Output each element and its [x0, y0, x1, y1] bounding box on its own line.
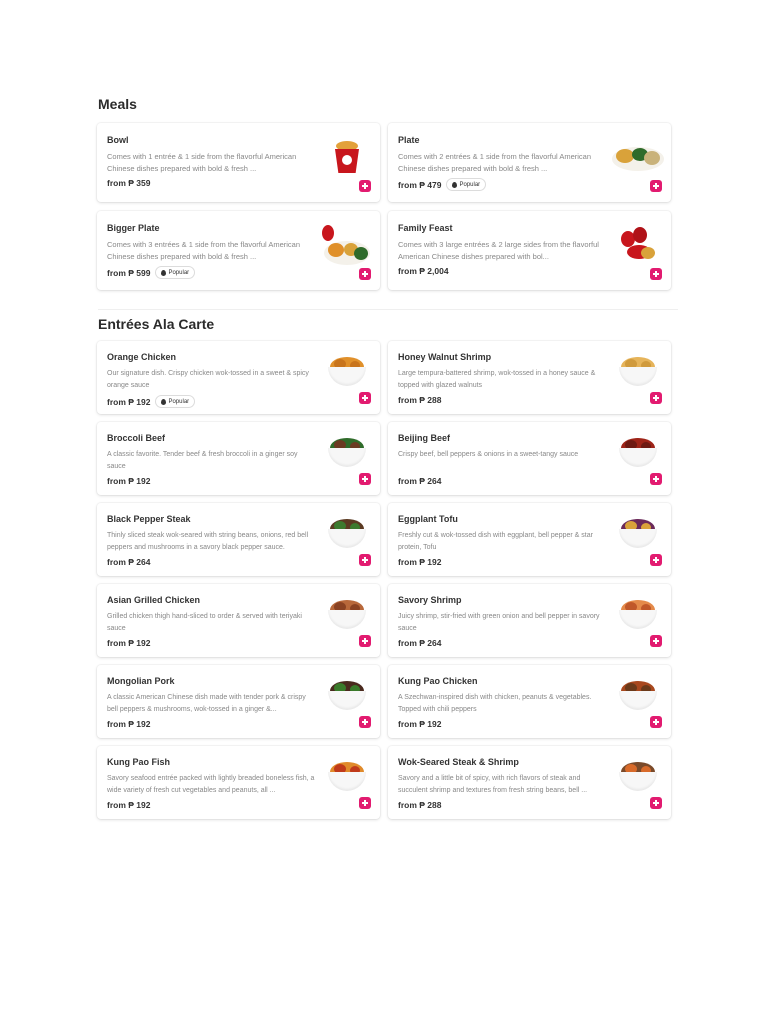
- item-description: Grilled chicken thigh hand-sliced to order & served with teriyaki sauce: [107, 613, 302, 632]
- meal-image: [612, 143, 664, 173]
- add-to-cart-button[interactable]: [650, 268, 662, 280]
- add-to-cart-button[interactable]: [650, 392, 662, 404]
- popular-badge: [155, 395, 195, 408]
- entree-card[interactable]: [97, 584, 380, 657]
- price-row: [398, 395, 607, 405]
- price-row: [398, 266, 607, 276]
- section-divider: [98, 309, 678, 310]
- entree-image: [324, 677, 370, 713]
- meals-grid: [97, 123, 671, 290]
- plus-icon: [650, 180, 662, 192]
- add-to-cart-button[interactable]: [359, 635, 371, 647]
- bowl-image: [619, 772, 657, 791]
- plus-icon: [650, 797, 662, 809]
- item-price: from ₱ 192: [107, 638, 151, 648]
- plus-icon: [650, 716, 662, 728]
- popular-badge-label: Popular: [168, 269, 190, 276]
- add-to-cart-button[interactable]: [650, 797, 662, 809]
- add-to-cart-button[interactable]: [359, 392, 371, 404]
- flame-icon: [452, 182, 457, 188]
- meal-card[interactable]: [97, 211, 380, 290]
- bowl-image: [328, 448, 366, 467]
- entree-image: [615, 758, 661, 794]
- plus-icon: [359, 392, 371, 404]
- plus-icon: [359, 554, 371, 566]
- plus-icon: [359, 473, 371, 485]
- entree-card[interactable]: [388, 665, 671, 738]
- entree-card[interactable]: [97, 746, 380, 819]
- item-description: Comes with 2 entrées & 1 side from the flavorful American Chinese dishes prepared with bold & fresh ...: [398, 152, 592, 173]
- item-description: Comes with 1 entrée & 1 side from the flavorful American Chinese dishes prepared with bold & fresh ...: [107, 152, 297, 173]
- item-name: Beijing Beef: [398, 433, 451, 443]
- item-name: Orange Chicken: [107, 352, 177, 362]
- price-row: [398, 557, 607, 567]
- entree-card[interactable]: [388, 422, 671, 495]
- add-to-cart-button[interactable]: [359, 180, 371, 192]
- item-name: Family Feast: [398, 223, 453, 233]
- item-name: Asian Grilled Chicken: [107, 595, 201, 605]
- bowl-image: [328, 529, 366, 548]
- entree-image: [324, 434, 370, 470]
- add-to-cart-button[interactable]: [359, 473, 371, 485]
- entree-image: [324, 596, 370, 632]
- bowl-image: [619, 691, 657, 710]
- item-name: Kung Pao Chicken: [398, 676, 478, 686]
- price-row: [107, 476, 316, 486]
- item-description: A classic American Chinese dish made with tender pork & crispy bell peppers & mushrooms, wok-tossed in a ginger &...: [107, 694, 306, 713]
- add-to-cart-button[interactable]: [359, 554, 371, 566]
- item-price: from ₱ 599: [107, 267, 151, 278]
- price-row: [398, 719, 607, 729]
- entree-card[interactable]: [97, 341, 380, 414]
- entree-image: [615, 677, 661, 713]
- takeout-box-image: [335, 149, 359, 173]
- item-price: from ₱ 288: [398, 800, 442, 810]
- item-description: Savory and a little bit of spicy, with rich flavors of steak and succulent shrimp and textures from fresh string beans, bell ...: [398, 775, 588, 794]
- plus-icon: [650, 392, 662, 404]
- entree-card[interactable]: [388, 746, 671, 819]
- add-to-cart-button[interactable]: [650, 473, 662, 485]
- item-price: from ₱ 264: [398, 638, 442, 648]
- popular-badge-label: Popular: [459, 181, 481, 188]
- item-name: Broccoli Beef: [107, 433, 166, 443]
- price-row: [398, 800, 607, 810]
- add-to-cart-button[interactable]: [650, 554, 662, 566]
- bowl-image: [619, 367, 657, 386]
- price-row: [107, 800, 316, 810]
- plus-icon: [359, 716, 371, 728]
- add-to-cart-button[interactable]: [359, 797, 371, 809]
- entree-card[interactable]: [388, 584, 671, 657]
- item-description: Large tempura-battered shrimp, wok-tossed in a honey sauce & topped with glazed walnuts: [398, 370, 596, 389]
- flame-icon: [161, 270, 166, 276]
- item-price: from ₱ 192: [107, 476, 151, 486]
- entree-image: [615, 353, 661, 389]
- item-price: from ₱ 192: [398, 719, 442, 729]
- entree-image: [615, 515, 661, 551]
- item-description: Freshly cut & wok-tossed dish with eggplant, bell pepper & star protein, Tofu: [398, 532, 593, 551]
- entree-image: [324, 353, 370, 389]
- meals-section-title: Meals: [98, 96, 137, 112]
- item-price: from ₱ 359: [107, 178, 151, 188]
- item-price: from ₱ 192: [107, 396, 151, 407]
- item-price: from ₱ 288: [398, 395, 442, 405]
- plus-icon: [359, 635, 371, 647]
- entree-image: [324, 758, 370, 794]
- entree-card[interactable]: [388, 341, 671, 414]
- plus-icon: [650, 268, 662, 280]
- price-row: [398, 476, 607, 486]
- brand-logo-image: [342, 155, 352, 165]
- item-name: Savory Shrimp: [398, 595, 462, 605]
- bowl-image: [328, 691, 366, 710]
- item-name: Wok-Seared Steak & Shrimp: [398, 757, 519, 767]
- item-price: from ₱ 479: [398, 179, 442, 190]
- item-description: A classic favorite. Tender beef & fresh broccoli in a ginger soy sauce: [107, 451, 298, 470]
- plus-icon: [650, 554, 662, 566]
- price-row: [398, 178, 607, 191]
- meal-image: [332, 141, 362, 175]
- item-description: Crispy beef, bell peppers & onions in a sweet-tangy sauce: [398, 451, 579, 458]
- item-price: from ₱ 264: [107, 557, 151, 567]
- entree-card[interactable]: [97, 422, 380, 495]
- bowl-image: [328, 772, 366, 791]
- food-piece: [328, 243, 344, 257]
- food-piece: [644, 151, 660, 165]
- item-description: Our signature dish. Crispy chicken wok-tossed in a sweet & spicy orange sauce: [107, 370, 309, 389]
- item-price: from ₱ 192: [398, 557, 442, 567]
- item-name: Kung Pao Fish: [107, 757, 170, 767]
- plus-icon: [359, 180, 371, 192]
- item-description: A Szechwan-inspired dish with chicken, peanuts & vegetables. Topped with chili peppers: [398, 694, 592, 713]
- entree-card[interactable]: [388, 503, 671, 576]
- item-price: from ₱ 192: [107, 719, 151, 729]
- add-to-cart-button[interactable]: [650, 635, 662, 647]
- price-row: [398, 638, 607, 648]
- price-row: [107, 719, 316, 729]
- bowl-image: [328, 367, 366, 386]
- popular-badge: [446, 178, 486, 191]
- entree-image: [324, 515, 370, 551]
- family-box: [633, 227, 647, 243]
- food-piece: [641, 247, 655, 259]
- popular-badge-label: Popular: [168, 398, 190, 405]
- item-name: Bowl: [107, 135, 129, 145]
- price-row: [107, 638, 316, 648]
- item-name: Eggplant Tofu: [398, 514, 458, 524]
- item-price: from ₱ 264: [398, 476, 442, 486]
- item-name: Honey Walnut Shrimp: [398, 352, 492, 362]
- add-to-cart-button[interactable]: [359, 268, 371, 280]
- meal-image: [621, 227, 657, 265]
- item-description: Comes with 3 entrées & 1 side from the flavorful American Chinese dishes prepared with bold & fresh ...: [107, 240, 301, 261]
- item-description: Juicy shrimp, stir-fried with green onion and bell pepper in savory sauce: [398, 613, 600, 632]
- item-name: Mongolian Pork: [107, 676, 175, 686]
- meal-card[interactable]: [388, 123, 671, 202]
- bowl-image: [619, 610, 657, 629]
- add-to-cart-button[interactable]: [650, 716, 662, 728]
- item-description: Thinly sliced steak wok-seared with string beans, onions, red bell peppers and mushrooms in a savory black pepper sauce.: [107, 532, 309, 551]
- bowl-image: [619, 529, 657, 548]
- entree-image: [615, 596, 661, 632]
- entrees-section-title: Entrées Ala Carte: [98, 316, 215, 332]
- price-row: [107, 266, 316, 279]
- price-row: [107, 395, 316, 408]
- item-description: Comes with 3 large entrées & 2 large sides from the flavorful American Chinese dishes prepared with bol...: [398, 240, 599, 261]
- drink-cup: [322, 225, 334, 241]
- entrees-grid: [97, 341, 671, 819]
- bowl-image: [619, 448, 657, 467]
- bowl-image: [328, 610, 366, 629]
- plus-icon: [650, 635, 662, 647]
- add-to-cart-button[interactable]: [650, 180, 662, 192]
- meal-image: [322, 225, 372, 267]
- item-name: Black Pepper Steak: [107, 514, 191, 524]
- price-row: [107, 178, 316, 188]
- entree-card[interactable]: [97, 503, 380, 576]
- flame-icon: [161, 399, 166, 405]
- item-description: Savory seafood entrée packed with lightly breaded boneless fish, a wide variety of fresh cut vegetables and peanuts, all ...: [107, 775, 315, 794]
- meal-card[interactable]: [97, 123, 380, 202]
- meal-card[interactable]: [388, 211, 671, 290]
- food-piece: [354, 247, 368, 260]
- price-row: [107, 557, 316, 567]
- item-price: from ₱ 192: [107, 800, 151, 810]
- popular-badge: [155, 266, 195, 279]
- plus-icon: [359, 268, 371, 280]
- item-name: Bigger Plate: [107, 223, 160, 233]
- plus-icon: [650, 473, 662, 485]
- entree-image: [615, 434, 661, 470]
- item-name: Plate: [398, 135, 420, 145]
- add-to-cart-button[interactable]: [359, 716, 371, 728]
- plus-icon: [359, 797, 371, 809]
- entree-card[interactable]: [97, 665, 380, 738]
- item-price: from ₱ 2,004: [398, 266, 449, 276]
